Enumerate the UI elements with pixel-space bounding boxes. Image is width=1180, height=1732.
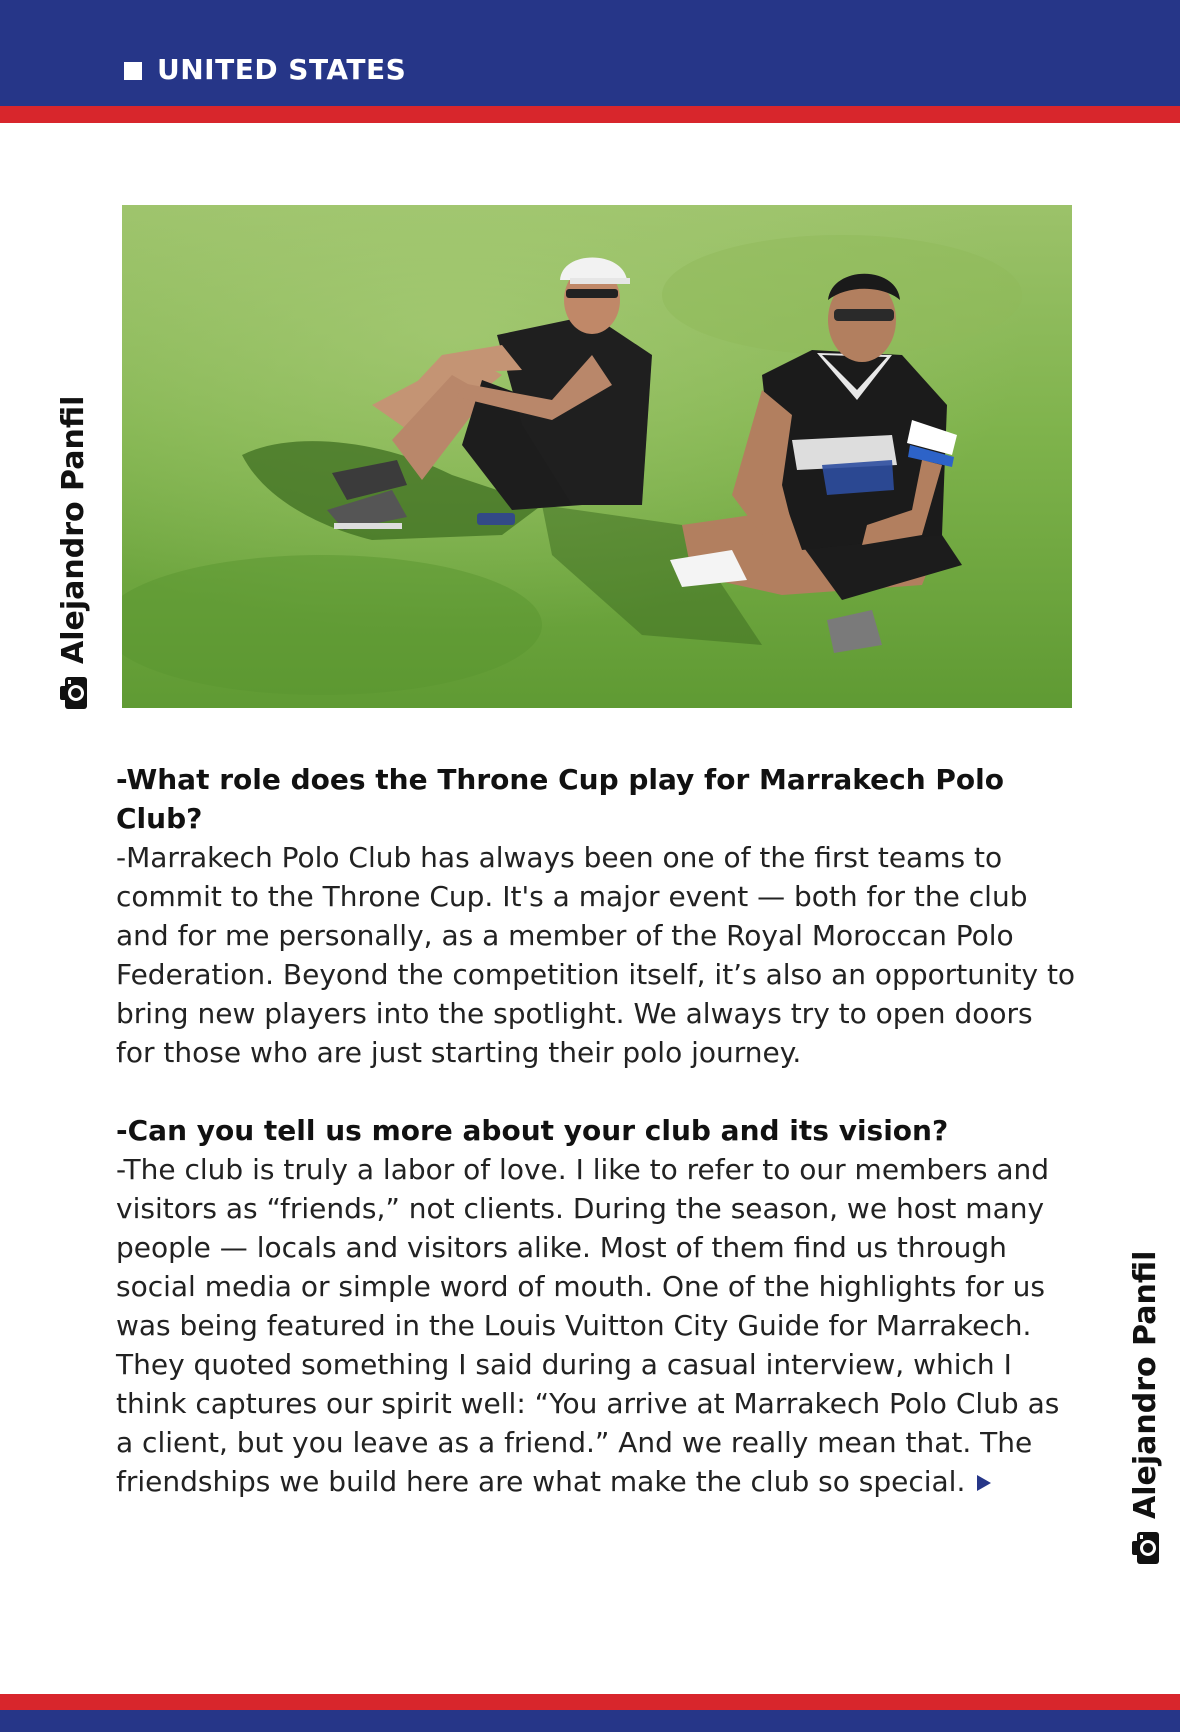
photo-credit-text: Alejandro Panfil [56,395,91,664]
photo-credit-right [1128,1251,1164,1565]
footer-stripe [0,1694,1180,1710]
camera-icon [1131,1531,1161,1565]
answer-1: -Marrakech Polo Club has always been one of the first teams to commit to the Throne Cup. It's a major event — both for the club and for me personally, as a member of the Royal Moroccan Polo Federation. Beyond the competition itself, it’s also an opportunity to bring new players into the spotlight. We always try to open doors for those who are just starting their polo journey. [116,841,1076,1069]
question-1: -What role does the Throne Cup play for Marrakech Polo Club? [116,763,1005,835]
camera-icon [59,676,89,710]
answer-2-text: -The club is truly a labor of love. I like to refer to our members and visitors as “friends,” not clients. During the season, we host many people — locals and visitors alike. Most of them find us through social media or simple word of mouth. One of the highlights for us was being featured in the Louis Vuitton City Guide for Marrakech. They quoted something I said during a casual interview, which I think captures our spirit well: “You arrive at Marrakech Polo Club as a client, but you leave as a friend.” And we really mean that. The friendships we build here are what make the club so special. [116,1153,1060,1498]
header-stripe [0,106,1180,123]
question-2: -Can you tell us more about your club and its vision? [116,1114,949,1147]
footer-band [0,1710,1180,1732]
triangle-right-icon [977,1475,991,1491]
section-label: UNITED STATES [157,53,407,86]
qa-block-1 [116,760,1076,1072]
article-photo [122,205,1072,708]
photo-illustration [122,205,1072,708]
square-bullet-icon [124,62,142,80]
photo-credit-text: Alejandro Panfil [1128,1250,1163,1519]
qa-block-2 [116,1111,1076,1501]
answer-2 [116,1150,1076,1501]
article-body [116,760,1076,1501]
photo-credit-left [56,396,92,710]
